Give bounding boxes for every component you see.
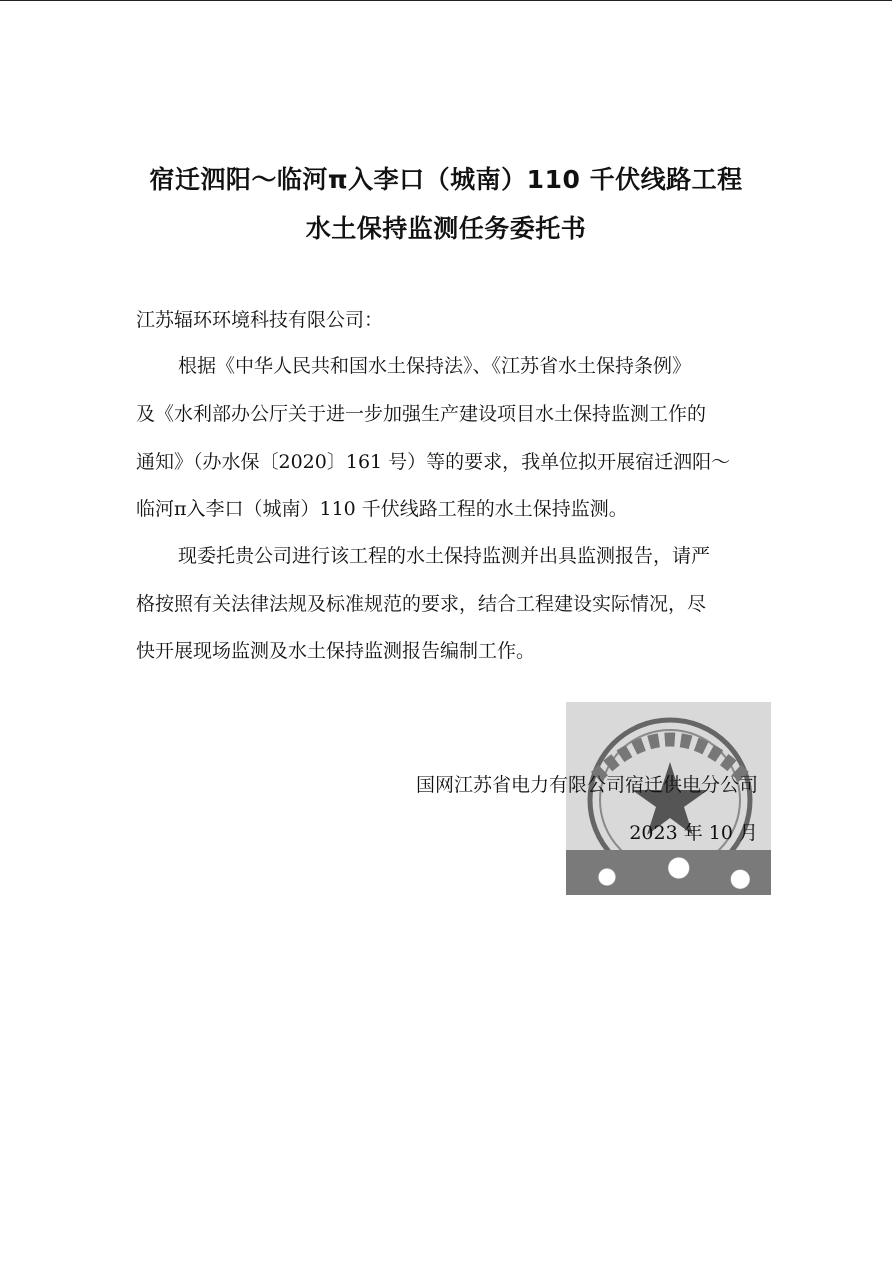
document-title-line1: 宿迁泗阳～临河π入李口（城南）110 千伏线路工程 bbox=[149, 165, 743, 194]
official-seal-icon bbox=[566, 702, 771, 895]
paragraph1-line4: 临河π入李口（城南）110 千伏线路工程的水土保持监测。 bbox=[136, 498, 628, 520]
paragraph2-line2: 格按照有关法律法规及标准规范的要求，结合工程建设实际情况，尽 bbox=[136, 593, 707, 615]
paragraph1-line3: 通知》（办水保〔2020〕161 号）等的要求，我单位拟开展宿迁泗阳～ bbox=[136, 451, 731, 473]
addressee: 江苏辐环环境科技有限公司： bbox=[136, 309, 384, 331]
seal-scan-artifact bbox=[566, 850, 771, 895]
paragraph1-line2: 及《水利部办公厅关于进一步加强生产建设项目水土保持监测工作的 bbox=[136, 403, 707, 425]
paragraph1-line1: 根据《中华人民共和国水土保持法》、《江苏省水土保持条例》 bbox=[178, 355, 692, 377]
issuer-signature: 国网江苏省电力有限公司宿迁供电分公司 bbox=[415, 774, 758, 796]
page-top-border bbox=[0, 0, 892, 1]
paragraph2-line1: 现委托贵公司进行该工程的水土保持监测并出具监测报告，请严 bbox=[178, 545, 711, 567]
issue-date: 2023 年 10 月 bbox=[629, 822, 758, 844]
paragraph2-line3: 快开展现场监测及水土保持监测报告编制工作。 bbox=[136, 640, 536, 662]
document-title-line2: 水土保持监测任务委托书 bbox=[305, 214, 587, 243]
